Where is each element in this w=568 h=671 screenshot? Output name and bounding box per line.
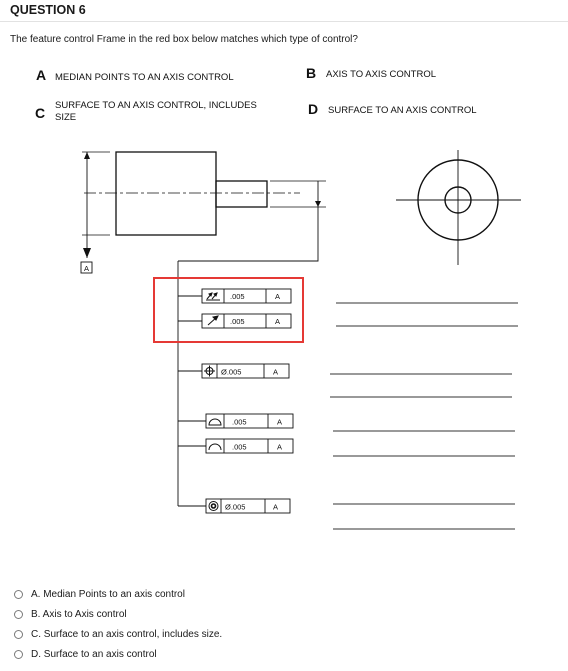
fcf-profile-surface-datum: A xyxy=(277,417,283,427)
answer-option-c-label: C. Surface to an axis control, includes size. xyxy=(31,629,223,640)
fcf-total-runout-datum: A xyxy=(275,292,281,301)
figure-option-c-text-line2: SIZE xyxy=(55,112,77,123)
figure-option-d-text: SURFACE TO AN AXIS CONTROL xyxy=(328,105,477,116)
fcf-position xyxy=(202,364,289,378)
fcf-profile-of-line xyxy=(206,439,293,453)
fcf-circular-runout-value: .005 xyxy=(230,317,245,326)
small-dim-arrow xyxy=(315,201,321,207)
figure-option-c-text-line1: SURFACE TO AN AXIS CONTROL, INCLUDES xyxy=(55,100,257,111)
leader-lines xyxy=(178,207,318,506)
fcf-concentricity xyxy=(206,499,290,513)
fcf-profile-of-surface xyxy=(206,414,293,428)
fcf-concentricity-datum: A xyxy=(273,502,279,512)
answer-option-b[interactable] xyxy=(14,609,127,620)
answer-option-c[interactable] xyxy=(14,629,222,640)
fcf-circular-runout xyxy=(202,314,291,328)
figure-option-a xyxy=(36,67,234,83)
fcf-circular-runout-datum: A xyxy=(275,317,281,326)
answer-option-a[interactable] xyxy=(14,589,185,600)
answer-option-d-label: D. Surface to an axis control xyxy=(31,649,157,660)
highlight-box xyxy=(154,278,303,342)
figure-option-a-letter: A xyxy=(36,67,47,83)
question-title: QUESTION 6 xyxy=(10,3,86,17)
datum-feature-a xyxy=(81,262,92,273)
figure-option-d-letter: D xyxy=(308,101,319,117)
fcf-concentricity-value: Ø.005 xyxy=(225,502,246,512)
figure-option-b-text: AXIS TO AXIS CONTROL xyxy=(326,69,436,80)
figure-option-b-letter: B xyxy=(306,65,317,81)
fcf-total-runout xyxy=(202,289,291,303)
answer-option-a-label: A. Median Points to an axis control xyxy=(31,589,185,600)
figure-option-c xyxy=(35,100,257,123)
radio-a[interactable] xyxy=(14,590,23,599)
small-cylinder xyxy=(216,181,267,207)
datum-arrow xyxy=(83,248,91,258)
fcf-profile-line-datum: A xyxy=(277,442,283,452)
answer-option-d[interactable] xyxy=(14,649,157,660)
fcf-total-runout-value: .005 xyxy=(230,292,245,301)
radio-b[interactable] xyxy=(14,610,23,619)
figure-option-d xyxy=(308,101,477,117)
large-cylinder xyxy=(116,152,216,235)
figure-option-b xyxy=(306,65,436,81)
fcf-profile-surface-value: .005 xyxy=(232,417,247,427)
datum-feature-label: A xyxy=(84,264,90,273)
question-text: The feature control Frame in the red box below matches which type of control? xyxy=(10,34,358,45)
fcf-position-datum: A xyxy=(273,367,279,377)
part-drawing xyxy=(82,150,521,265)
radio-d[interactable] xyxy=(14,650,23,659)
dim-arrow-top xyxy=(84,152,90,159)
answer-lines xyxy=(330,303,518,529)
figure-option-c-letter: C xyxy=(35,105,46,121)
fcf-position-value: Ø.005 xyxy=(221,367,242,377)
figure-option-a-text: MEDIAN POINTS TO AN AXIS CONTROL xyxy=(55,72,234,83)
fcf-profile-line-value: .005 xyxy=(232,442,247,452)
radio-c[interactable] xyxy=(14,630,23,639)
answer-option-b-label: B. Axis to Axis control xyxy=(31,609,127,620)
